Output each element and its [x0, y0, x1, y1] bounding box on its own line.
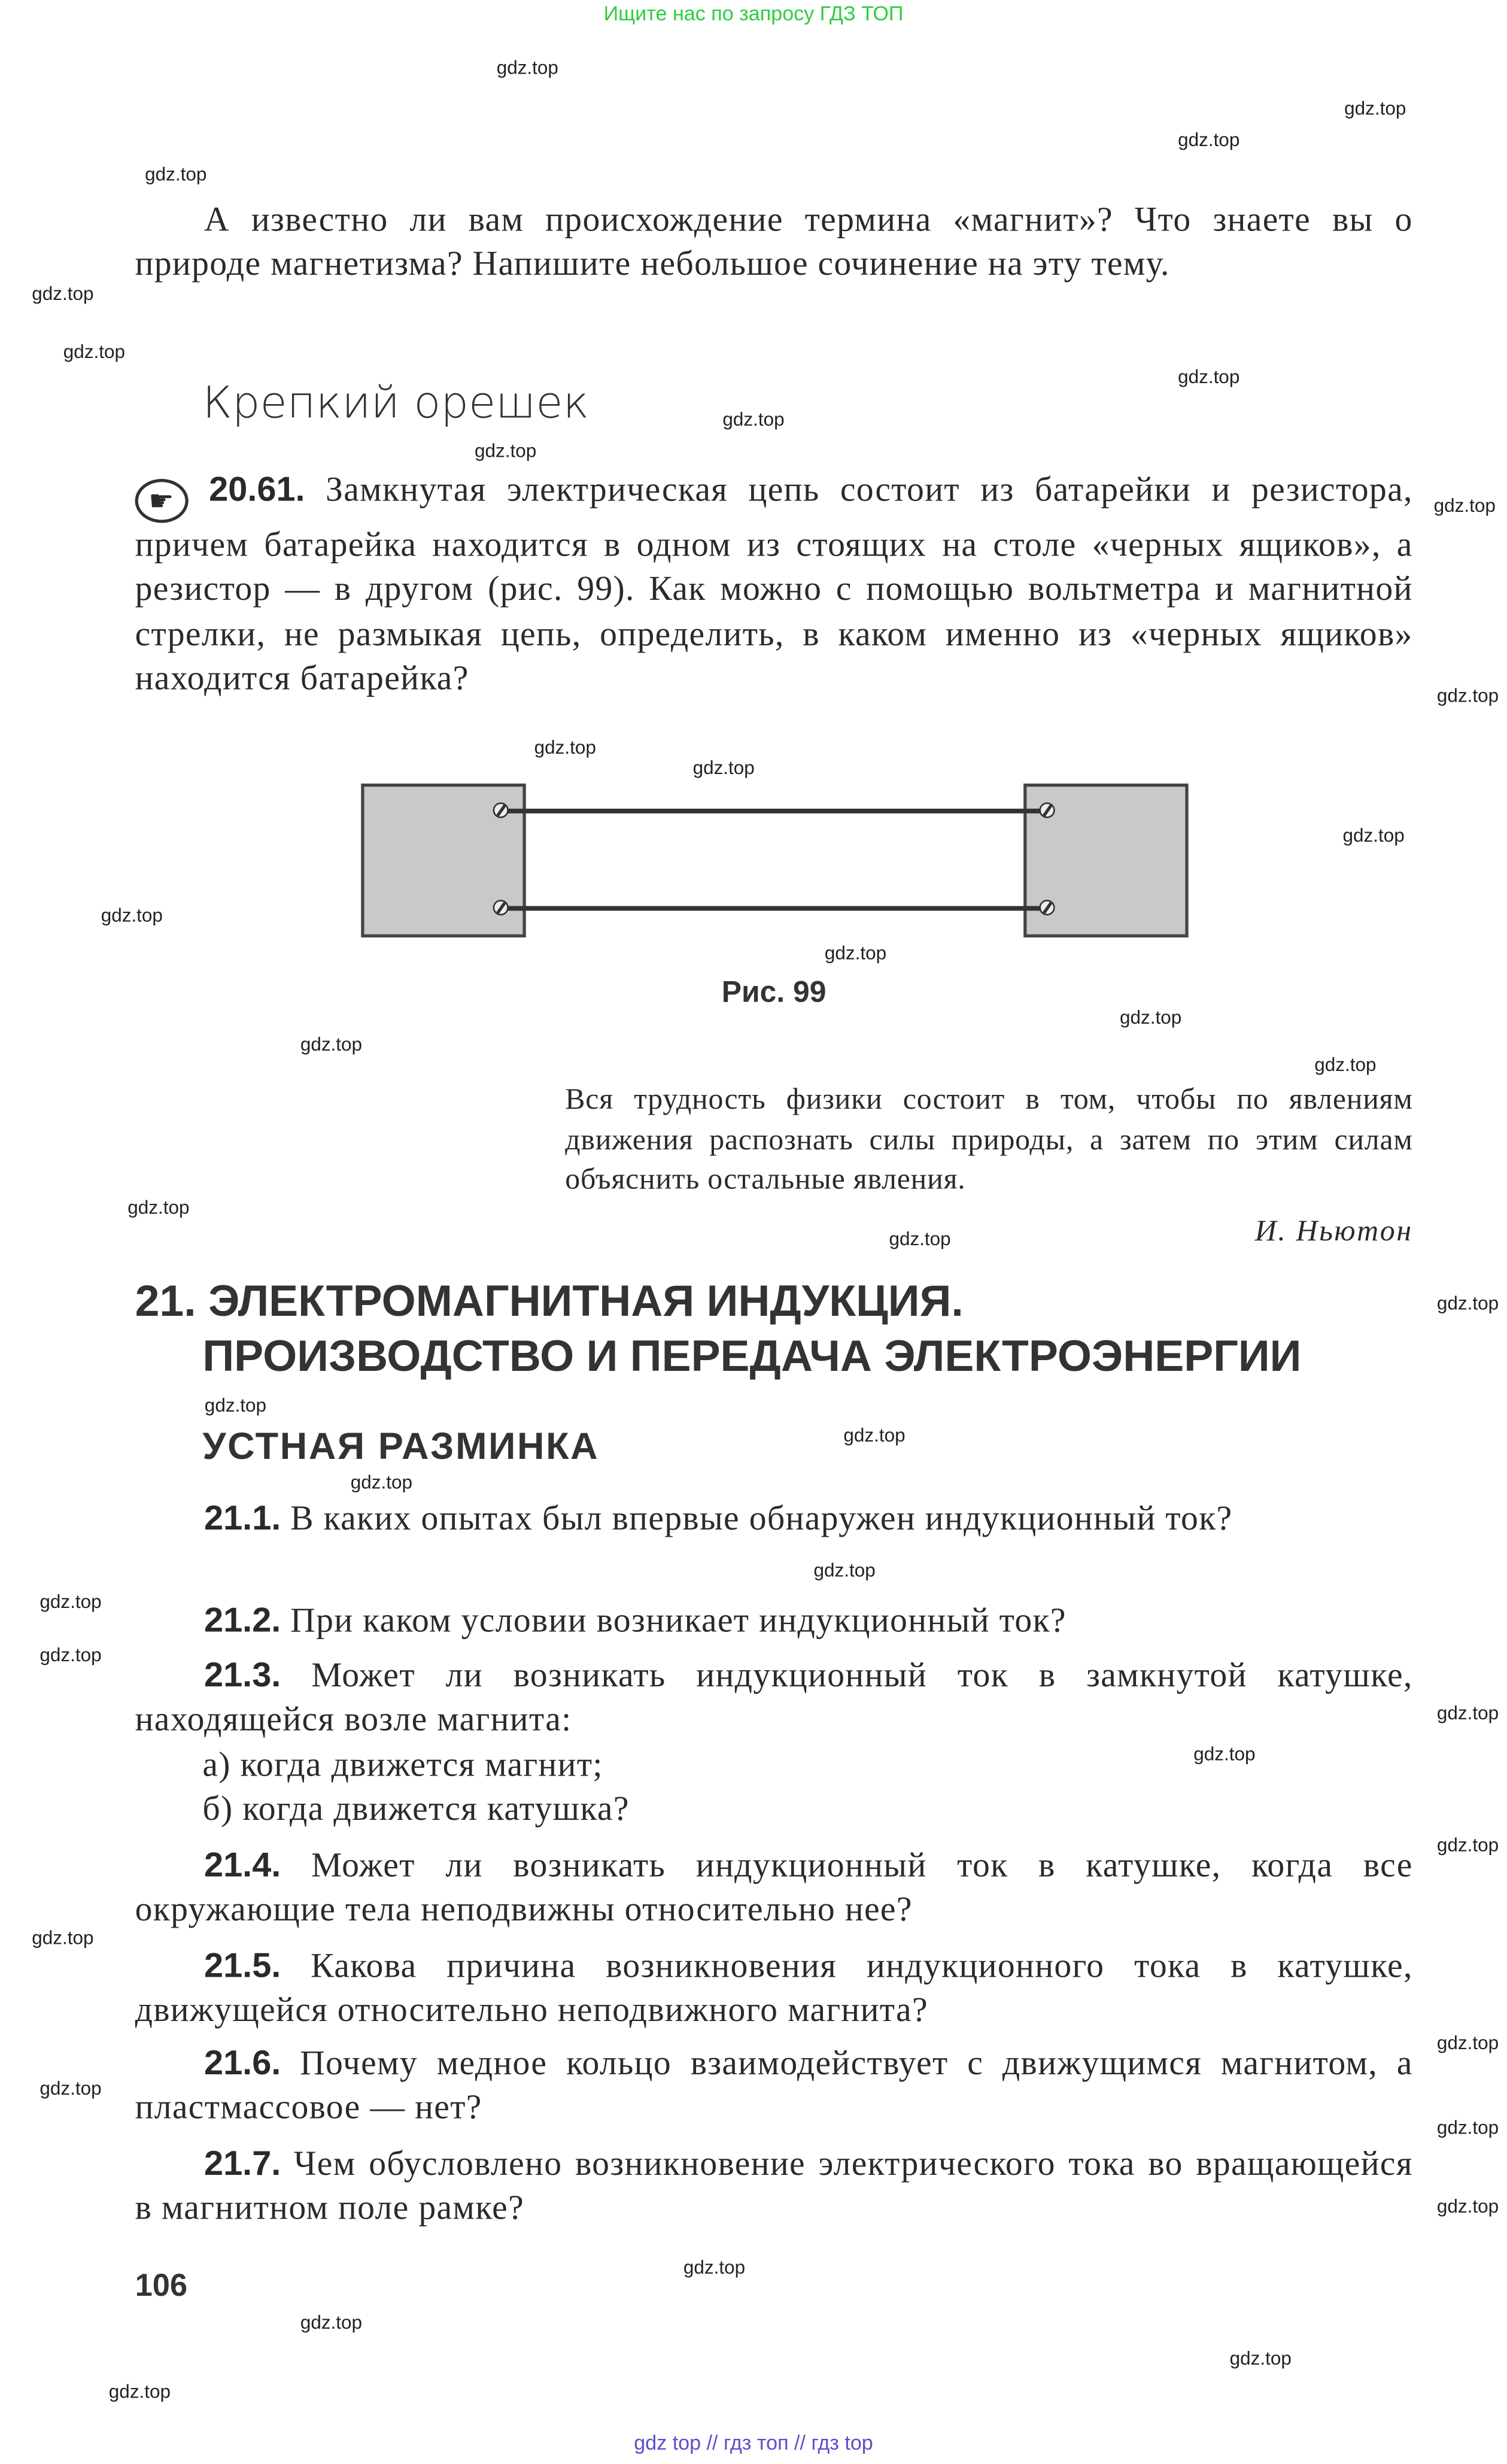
watermark-text: gdz.top [1229, 2347, 1292, 2370]
question-number: 21.1. [203, 1498, 281, 1537]
watermark-text: gdz.top [1178, 366, 1240, 388]
watermark-text: gdz.top [101, 904, 163, 927]
watermark-text: gdz.top [824, 942, 887, 964]
watermark-text: gdz.top [145, 163, 207, 186]
watermark-text: gdz.top [534, 736, 596, 758]
watermark-text: gdz.top [474, 439, 537, 462]
watermark-text: gdz.top [300, 2311, 363, 2333]
watermark-text: gdz.top [1433, 494, 1496, 517]
top-banner[interactable]: Ищите нас по запросу ГДЗ ТОП [603, 1, 904, 25]
chapter-title-line1: ЭЛЕКТРОМАГНИТНАЯ ИНДУКЦИЯ. [208, 1276, 964, 1325]
watermark-text: gdz.top [1436, 1702, 1499, 1725]
watermark-text: gdz.top [1436, 684, 1499, 707]
question-21-3 [135, 1653, 1413, 1743]
question-text: Чем обусловлено возникновение электрического тока во вращающейся в магнитном поле рамке? [135, 2143, 1413, 2228]
watermark-text: gdz.top [40, 1591, 102, 1613]
intro-paragraph: А известно ли вам происхождение термина «магнит»? Что знаете вы о природе магнетизма? Напишите небольшое сочинение на эту тему. [135, 199, 1413, 284]
watermark-text: gdz.top [300, 1033, 363, 1055]
terminal-screw-icon [1039, 900, 1055, 915]
question-text: Почему медное кольцо взаимодействует с движущимся магнитом, а пластмассовое — нет? [135, 2043, 1413, 2127]
question-21-3-option-b: б) когда движется катушка? [202, 1788, 630, 1828]
page-number: 106 [135, 2269, 188, 2304]
question-21-2 [135, 1598, 1413, 1643]
watermark-text: gdz.top [889, 1228, 951, 1250]
figure-caption: Рис. 99 [721, 976, 827, 1010]
watermark-text: gdz.top [108, 2380, 171, 2403]
pointing-hand-icon: ☛ [135, 479, 189, 523]
question-21-3-option-a: а) когда движется магнит; [202, 1744, 603, 1784]
question-text: В каких опытах был впервые обнаружен индукционный ток? [290, 1498, 1233, 1537]
question-text: Какова причина возникновения индукционного тока в катушке, движущейся относительно неподвижного магнита? [135, 1945, 1413, 2029]
watermark-text: gdz.top [1344, 97, 1406, 120]
watermark-text: gdz.top [32, 283, 94, 305]
watermark-text: gdz.top [127, 1196, 190, 1219]
terminal-screw-icon [1039, 802, 1055, 818]
question-number: 21.5. [203, 1945, 281, 1985]
watermark-text: gdz.top [1436, 2116, 1499, 2139]
question-21-7 [135, 2142, 1413, 2231]
question-number: 21.4. [203, 1845, 281, 1885]
question-number: 21.3. [203, 1655, 281, 1695]
question-text: При каком условии возникает индукционный ток? [290, 1600, 1067, 1640]
watermark-text: gdz.top [1120, 1006, 1182, 1029]
question-text: Может ли возникать индукционный ток в замкнутой катушке, находящейся возле магнита: [135, 1655, 1413, 1739]
watermark-text: gdz.top [722, 408, 785, 430]
watermark-text: gdz.top [40, 1644, 102, 1667]
section-title-tough-nut: Крепкий орешек [202, 377, 590, 429]
watermark-text: gdz.top [40, 2077, 102, 2099]
problem-number: 20.61. [209, 469, 305, 509]
problem-text: Замкнутая электрическая цепь состоит из батарейки и резистора, причем батарейка находится в одном из стоящих на столе «черных ящиков», а резистор — в другом (рис. 99). Как можно с помощью вольтметра и магнитной стрелки, не размыкая цепь, определить, в каком именно из «черных ящиков» находится батарейка? [135, 469, 1413, 698]
watermark-text: gdz.top [1436, 2032, 1499, 2054]
question-number: 21.6. [203, 2043, 281, 2083]
question-21-1 [135, 1497, 1413, 1541]
chapter-title-line2: ПРОИЗВОДСТВО И ПЕРЕДАЧА ЭЛЕКТРОЭНЕРГИИ [202, 1331, 1302, 1380]
question-21-6 [135, 2041, 1413, 2131]
watermark-text: gdz.top [204, 1394, 267, 1416]
wire-top [502, 809, 1047, 814]
terminal-screw-icon [493, 900, 509, 915]
watermark-text: gdz.top [683, 2256, 746, 2278]
watermark-text: gdz.top [1436, 1834, 1499, 1856]
problem-20-61 [135, 468, 1413, 702]
watermark-text: gdz.top [496, 56, 558, 79]
question-text: Может ли возникать индукционный ток в катушке, когда все окружающие тела неподвижны относительно нее? [135, 1845, 1413, 1929]
watermark-text: gdz.top [843, 1424, 906, 1446]
terminal-screw-icon [493, 802, 509, 818]
watermark-text: gdz.top [1178, 129, 1240, 151]
chapter-number: 21. [135, 1276, 196, 1325]
question-21-5 [135, 1944, 1413, 2033]
question-21-4 [135, 1843, 1413, 1932]
bottom-banner[interactable]: gdz top // гдз топ // гдз top [634, 2430, 873, 2454]
chapter-heading [135, 1276, 964, 1327]
watermark-text: gdz.top [1436, 2195, 1499, 2217]
quote-author: И. Ньютон [1254, 1215, 1413, 1249]
question-number: 21.7. [203, 2143, 281, 2183]
warmup-title: УСТНАЯ РАЗМИНКА [202, 1425, 600, 1468]
newton-quote: Вся трудность физики состоит в том, чтобы по явлениям движения распознать силы природы, а затем по этим силам объяснить остальные явления. [565, 1083, 1413, 1197]
watermark-text: gdz.top [1436, 1292, 1499, 1315]
question-number: 21.2. [203, 1600, 281, 1640]
wire-bottom [502, 906, 1047, 911]
watermark-text: gdz.top [350, 1471, 413, 1494]
watermark-text: gdz.top [1342, 824, 1405, 846]
watermark-text: gdz.top [692, 757, 755, 779]
watermark-text: gdz.top [32, 1926, 94, 1949]
watermark-text: gdz.top [1314, 1054, 1377, 1076]
watermark-text: gdz.top [813, 1559, 876, 1582]
watermark-text: gdz.top [63, 341, 126, 363]
watermark-text: gdz.top [1193, 1743, 1256, 1765]
